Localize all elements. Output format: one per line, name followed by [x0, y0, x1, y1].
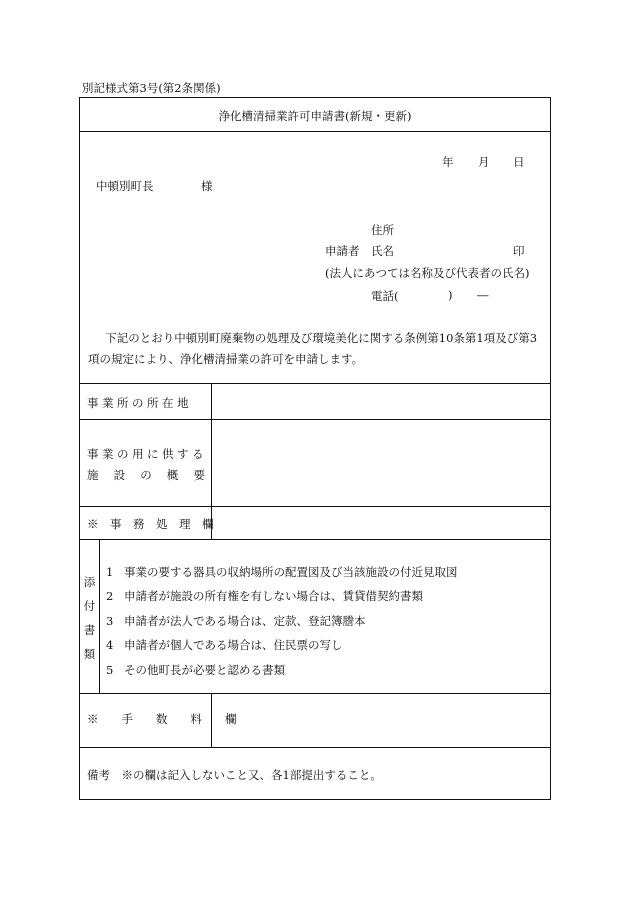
facility-label-char: 概	[166, 468, 179, 482]
divider	[80, 131, 550, 132]
column-divider	[99, 539, 100, 693]
facility-label-line2	[87, 467, 205, 483]
attachment-number: 1	[106, 565, 114, 579]
date-month-label: 月	[478, 155, 490, 169]
attachments-label-char: 類	[83, 647, 96, 661]
application-statement: 下記のとおり中頓別町廃棄物の処理及び環境美化に関する条例第10条第1項及び第3項の規定により、浄化槽清掃業の許可を申請します。	[88, 331, 538, 366]
facility-label-char: 設	[113, 468, 126, 482]
attachment-text: 申請者が施設の所有権を有しない場合は、賃貸借契約書類	[124, 589, 423, 603]
office-location-label: 事業所の所在地	[87, 396, 192, 410]
admin-processing-label: ※ 事 務 処 理 欄	[87, 517, 214, 531]
seal-mark: 印	[513, 244, 525, 258]
addressee-honorific: 様	[201, 179, 213, 193]
attachment-text: 申請者が個人である場合は、住民票の写し	[124, 638, 343, 652]
date-year-label: 年	[442, 155, 454, 169]
divider	[80, 419, 550, 420]
divider	[80, 693, 550, 694]
attachment-number: 3	[106, 614, 114, 628]
attachments-label-char: 書	[83, 623, 96, 637]
attachment-item	[106, 564, 458, 580]
remarks: 備考 ※の欄は記入しないこと又、各1部提出すること。	[87, 768, 382, 782]
attachment-number: 4	[106, 638, 114, 652]
phone-close: )	[448, 288, 453, 302]
column-divider	[211, 506, 212, 539]
form-title: 浄化槽清掃業許可申請書(新規・更新)	[218, 109, 412, 123]
divider	[80, 506, 550, 507]
column-divider	[211, 419, 212, 506]
facility-label-char: 施	[87, 468, 99, 482]
facility-label-char: 要	[193, 468, 205, 482]
attachment-text: 申請者が法人である場合は、定款、登記簿謄本	[124, 614, 366, 628]
attachment-text: その他町長が必要と認める書類	[124, 663, 285, 677]
address-label: 住所	[371, 223, 394, 237]
facility-label-char: の	[140, 468, 152, 482]
facility-label-line1: 事業の用に供する	[87, 447, 207, 461]
name-label: 氏名	[371, 244, 394, 258]
date-day-label: 日	[513, 155, 525, 169]
attachment-item	[106, 588, 423, 604]
attachment-item	[106, 613, 366, 629]
attachment-text: 事業の要する器具の収納場所の配置図及び当該施設の付近見取図	[124, 565, 458, 579]
attachments-label-char: 添	[83, 575, 96, 589]
application-form	[79, 97, 551, 800]
addressee-name: 中頓別町長	[96, 179, 154, 193]
attachments-label-char: 付	[83, 599, 96, 613]
fee-label: ※ 手 数 料 欄	[87, 712, 237, 726]
phone-dash: ―	[477, 288, 489, 302]
phone-label: 電話(	[371, 289, 399, 303]
divider	[80, 383, 550, 384]
corporate-note: (法人にあつては名称及び代表者の氏名)	[325, 266, 530, 280]
form-caption: 別記様式第3号(第2条関係)	[82, 81, 221, 95]
divider	[80, 539, 550, 540]
attachments-label	[80, 570, 99, 666]
column-divider	[211, 693, 212, 747]
applicant-label: 申請者	[325, 244, 360, 258]
attachment-item	[106, 662, 285, 678]
attachment-item	[106, 637, 343, 653]
attachment-number: 2	[106, 589, 114, 603]
column-divider	[211, 383, 212, 419]
attachment-number: 5	[106, 663, 114, 677]
divider	[80, 747, 550, 748]
